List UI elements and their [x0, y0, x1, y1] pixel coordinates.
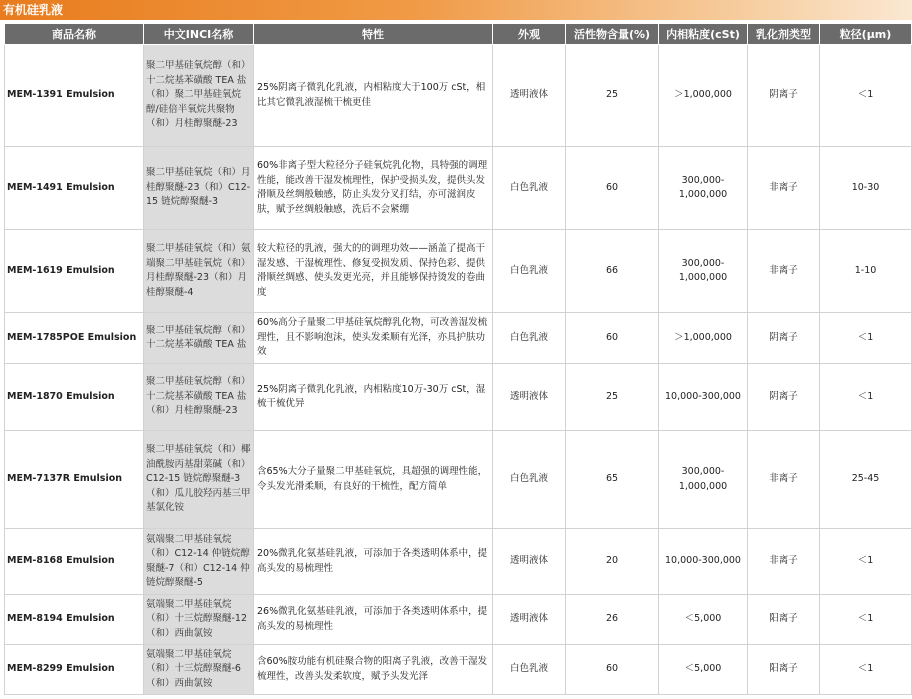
column-header-viscosity: 内相粘度(cSt) [659, 24, 748, 45]
inci-name: 聚二甲基硅氧烷（和）氨端聚二甲基硅氧烷（和）月桂醇聚醚-23（和）月桂醇聚醚-4 [144, 230, 254, 313]
product-name: MEM-8299 Emulsion [5, 645, 144, 695]
particle-size-cell: ＜1 [820, 313, 912, 364]
particle-size-cell: ＜1 [820, 529, 912, 595]
inci-name: 聚二甲基硅氧烷醇（和）十二烷基苯磺酸 TEA 盐（和）聚二甲基硅氧烷醇/硅倍半氧烷共聚物（和）月桂醇聚醚-23 [144, 45, 254, 147]
emulsifier-cell: 非离子 [748, 230, 820, 313]
table-row [5, 147, 912, 230]
particle-size-cell: 10-30 [820, 147, 912, 230]
viscosity-cell: 10,000-300,000 [659, 529, 748, 595]
active-content-cell: 20 [566, 529, 659, 595]
table-row [5, 230, 912, 313]
active-content-cell: 25 [566, 45, 659, 147]
viscosity-cell: ＜5,000 [659, 645, 748, 695]
particle-size-cell: 1-10 [820, 230, 912, 313]
inci-name: 氨端聚二甲基硅氧烷（和）十三烷醇聚醚-6（和）西曲氯铵 [144, 645, 254, 695]
active-content-cell: 66 [566, 230, 659, 313]
feature-text: 较大粒径的乳液，强大的的调理功效——涵盖了提高干湿发感、干湿梳理性、修复受损发质、保持色彩、提供滑顺丝绸感、使头发更光亮，并且能够保持烫发的卷曲度 [254, 230, 493, 313]
emulsifier-cell: 阴离子 [748, 313, 820, 364]
table-row [5, 431, 912, 529]
active-content-cell: 60 [566, 313, 659, 364]
appearance-cell: 透明液体 [493, 364, 566, 431]
table-row [5, 313, 912, 364]
appearance-cell: 白色乳液 [493, 147, 566, 230]
inci-name: 聚二甲基硅氧烷（和）椰油酰胺丙基甜菜碱（和）C12-15 链烷醇聚醚-3（和）瓜儿胶羟丙基三甲基氯化铵 [144, 431, 254, 529]
table-row [5, 45, 912, 147]
active-content-cell: 60 [566, 645, 659, 695]
particle-size-cell: ＜1 [820, 595, 912, 645]
appearance-cell: 透明液体 [493, 529, 566, 595]
viscosity-cell: 10,000-300,000 [659, 364, 748, 431]
emulsifier-cell: 阴离子 [748, 45, 820, 147]
column-header-feature: 特性 [254, 24, 493, 45]
feature-text: 20%微乳化氨基硅乳液，可添加于各类透明体系中，提高头发的易梳理性 [254, 529, 493, 595]
product-name: MEM-1785POE Emulsion [5, 313, 144, 364]
product-table [4, 23, 912, 695]
product-name: MEM-1491 Emulsion [5, 147, 144, 230]
table-row [5, 595, 912, 645]
appearance-cell: 透明液体 [493, 595, 566, 645]
active-content-cell: 60 [566, 147, 659, 230]
product-name: MEM-1619 Emulsion [5, 230, 144, 313]
emulsifier-cell: 阳离子 [748, 645, 820, 695]
feature-text: 25%阴离子微乳化乳液，内相粘度大于100万 cSt，相比其它微乳液湿梳干梳更佳 [254, 45, 493, 147]
emulsifier-cell: 非离子 [748, 431, 820, 529]
product-name: MEM-1870 Emulsion [5, 364, 144, 431]
product-name: MEM-1391 Emulsion [5, 45, 144, 147]
column-header-inci: 中文INCI名称 [144, 24, 254, 45]
appearance-cell: 白色乳液 [493, 645, 566, 695]
particle-size-cell: ＜1 [820, 45, 912, 147]
viscosity-cell: 300,000-1,000,000 [659, 431, 748, 529]
column-header-active: 活性物含量(%) [566, 24, 659, 45]
inci-name: 氨端聚二甲基硅氧烷（和）C12-14 仲链烷醇聚醚-7（和）C12-14 仲链烷醇聚醚-5 [144, 529, 254, 595]
viscosity-cell: ＞1,000,000 [659, 45, 748, 147]
viscosity-cell: 300,000-1,000,000 [659, 230, 748, 313]
column-header-particle: 粒径(μm) [820, 24, 912, 45]
table-row [5, 645, 912, 695]
particle-size-cell: ＜1 [820, 364, 912, 431]
feature-text: 60%高分子量聚二甲基硅氧烷醇乳化物，可改善湿发梳理性，且不影响泡沫，使头发柔顺有光泽，亦具护肤功效 [254, 313, 493, 364]
page-title: 有机硅乳液 [0, 0, 912, 20]
table-row [5, 364, 912, 431]
viscosity-cell: ＞1,000,000 [659, 313, 748, 364]
product-name: MEM-8194 Emulsion [5, 595, 144, 645]
table-header-row [5, 24, 912, 45]
feature-text: 含65%大分子量聚二甲基硅氧烷，具超强的调理性能，令头发光滑柔顺，有良好的干梳性，配方简单 [254, 431, 493, 529]
feature-text: 26%微乳化氨基硅乳液，可添加于各类透明体系中，提高头发的易梳理性 [254, 595, 493, 645]
product-name: MEM-7137R Emulsion [5, 431, 144, 529]
emulsifier-cell: 非离子 [748, 529, 820, 595]
emulsifier-cell: 阴离子 [748, 364, 820, 431]
inci-name: 氨端聚二甲基硅氧烷（和）十三烷醇聚醚-12（和）西曲氯铵 [144, 595, 254, 645]
feature-text: 60%非离子型大粒径分子硅氧烷乳化物，具特强的调理性能，能改善干湿发梳理性，保护受损头发，提供头发滑顺及丝绸般触感，防止头发分叉打结，亦可滋润皮肤，赋予丝绸般触感，洗后不会紧绷 [254, 147, 493, 230]
viscosity-cell: ＜5,000 [659, 595, 748, 645]
column-header-appearance: 外观 [493, 24, 566, 45]
appearance-cell: 白色乳液 [493, 313, 566, 364]
particle-size-cell: 25-45 [820, 431, 912, 529]
feature-text: 含60%胺功能有机硅聚合物的阳离子乳液，改善干湿发梳理性，改善头发柔软度，赋予头发光泽 [254, 645, 493, 695]
inci-name: 聚二甲基硅氧烷（和）月桂醇聚醚-23（和）C12-15 链烷醇聚醚-3 [144, 147, 254, 230]
inci-name: 聚二甲基硅氧烷醇（和）十二烷基苯磺酸 TEA 盐 [144, 313, 254, 364]
viscosity-cell: 300,000-1,000,000 [659, 147, 748, 230]
active-content-cell: 26 [566, 595, 659, 645]
table-row [5, 529, 912, 595]
active-content-cell: 25 [566, 364, 659, 431]
feature-text: 25%阴离子微乳化乳液，内相粘度10万-30万 cSt，湿梳干梳优异 [254, 364, 493, 431]
product-name: MEM-8168 Emulsion [5, 529, 144, 595]
column-header-name: 商品名称 [5, 24, 144, 45]
particle-size-cell: ＜1 [820, 645, 912, 695]
active-content-cell: 65 [566, 431, 659, 529]
appearance-cell: 白色乳液 [493, 230, 566, 313]
inci-name: 聚二甲基硅氧烷醇（和）十二烷基苯磺酸 TEA 盐（和）月桂醇聚醚-23 [144, 364, 254, 431]
emulsifier-cell: 非离子 [748, 147, 820, 230]
appearance-cell: 白色乳液 [493, 431, 566, 529]
column-header-emulsifier: 乳化剂类型 [748, 24, 820, 45]
emulsifier-cell: 阳离子 [748, 595, 820, 645]
appearance-cell: 透明液体 [493, 45, 566, 147]
